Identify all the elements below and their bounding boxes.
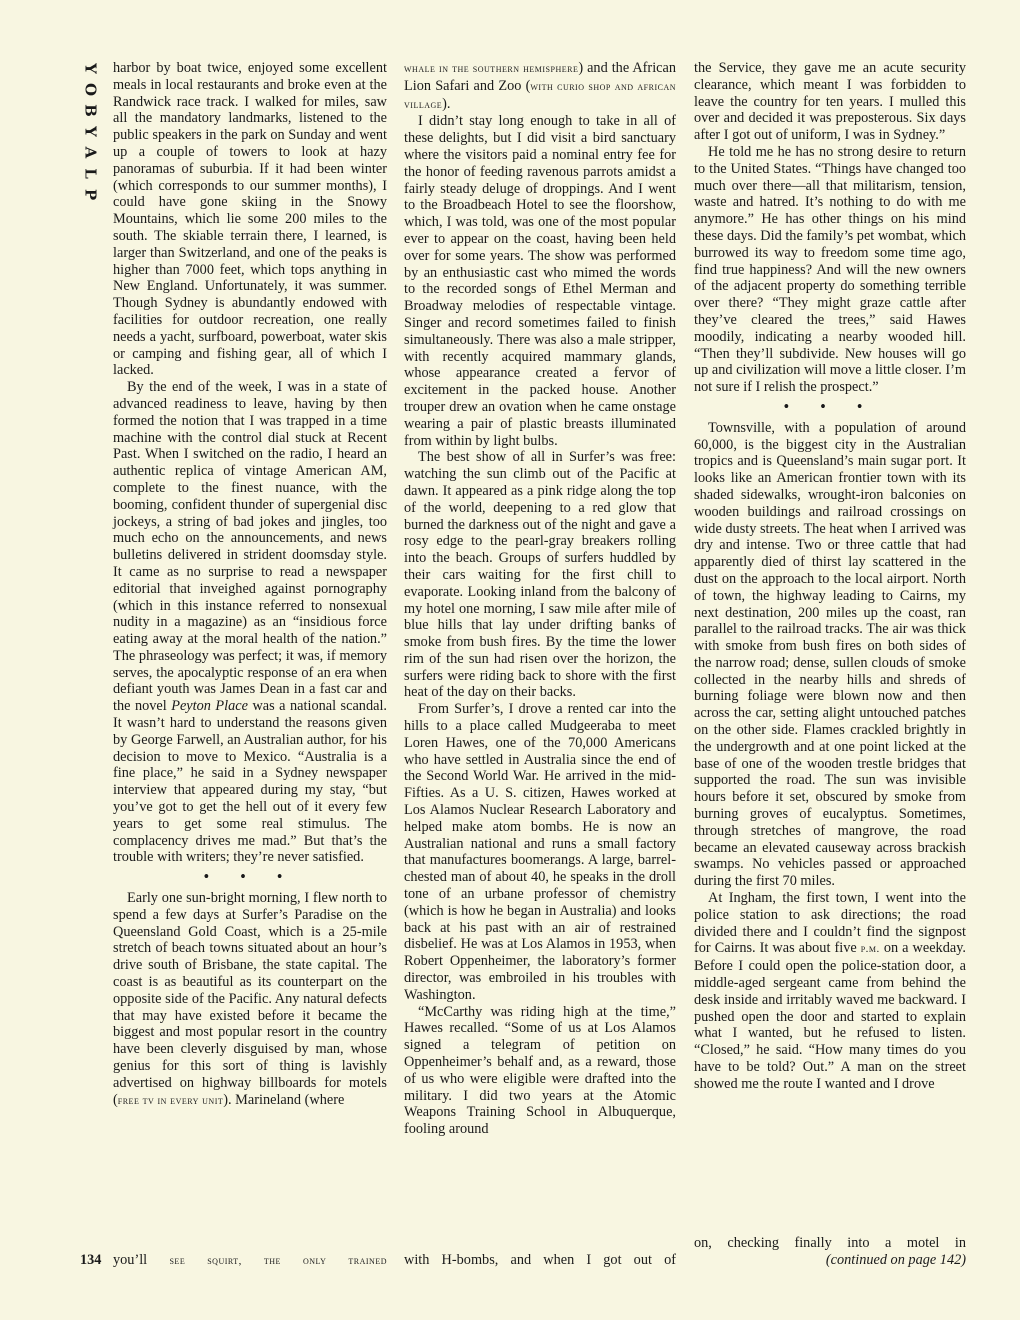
paragraph: harbor by boat twice, enjoyed some excellent meals in local restaurants and broke even at the Randwick race track. I walked for miles, saw all the mandatory landmarks, listened to the public speakers in the park on Sunday and went up a couple of towers to look at hazy panoramas of suburbia. If it had been winter (which corresponds to our summer months), I could have gone skiing in the Snowy Mountains, which lie some 200 miles to the south. The skiable terrain there, I learned, is larger than Switzerland, and one of the peaks is higher than 7000 feet, which tops anything in New England. Unfortunately, it was summer. Though Sydney is abundantly endowed with facilities for outdoor recreation, one really needs a yacht, surfboard, powerboat, water skis or camping and fishing gear, all of which I lacked.	[113, 60, 387, 379]
playboy-vertical-logo	[80, 58, 100, 205]
logo-letter: Y	[81, 126, 100, 137]
paragraph-text: ).	[442, 95, 451, 112]
paragraph-text: on a weekday. Before I could open the police-station door, a middle-aged sergeant came from behind the desk inside and irritably waved me backward. I pushed open the door and started to explain what I wanted, but he refused to listen. “Closed,” he said. “How many times do you have to be told? Out.” A man on the street showed me the route I wanted and I drove	[694, 940, 966, 1092]
logo-letter: L	[81, 168, 100, 179]
billboard-text: with curio shop and african village	[404, 80, 677, 111]
paragraph-text: Early one sun-bright morning, I flew north to spend a few days at Surfer’s Paradise on the Queensland Gold Coast, which is a 25-mile stretch of beach towns situated about an hour’s drive south of Brisbane, the state capital. The coast is as beautiful as its counterpart on the opposite side of the Pacific. Any natural defects that may have existed before it became the biggest and most popular resort in the country have been cleverly disguised by man, whose genius for this sort of thing is lavishly advertised on highway billboards for motels (	[113, 890, 387, 1108]
paragraph-text: By the end of the week, I was in a state of advanced readiness to leave, having by then formed the notion that I was trapped in a time machine with the control dial stuck at Recent Past. When I switched on the radio, I heard an authentic replica of vintage American AM, complete to the finest nuance, with the booming, confident thunder of supergenial disc jockeys, a string of bad jokes and jingles, too much echo on the announcements, and news bulletins delivered in strident doomsday style. It came as no surprise to read a newspaper editorial that inveighed against pornography (which in this instance referred to nonsexual nudity in a magazine) as an “insidious force eating away at the moral health of the nation.” The phraseology was perfect; it was, if memory serves, the apocalyptic response of an era when defiant youth was James Dean in a fast car and the novel	[113, 379, 387, 715]
paragraph	[404, 60, 676, 113]
column-1-last-line	[113, 1252, 387, 1270]
paragraph: Townsville, with a population of around 60,000, is the biggest city in the Australian tropics and is Queensland’s main sugar port. It looks like an American frontier town with its shaded sidewalks, wrought-iron balconies on wooden buildings and railroad crossings on wide dusty streets. The heat when I arrived was dry and intense. Two or three cattle that had apparently died of thirst lay scattered in the dust on the approach to the local airport. North of town, the highway leading to Cairns, my next destination, 200 miles up the coast, ran parallel to the railroad tracks. The air was thick with smoke from bush fires on both sides of the narrow road; dense, sullen clouds of smoke collected in the nearby hills and shreds of burning foliage were blown now and then across the car, setting alight untouched patches on the other side. Flames crackled brightly in the undergrowth and at one point licked at the base of one of the wooden trestle bridges that supported the road. The sun was invisible hours before it set, obscured by smoke from burning groves of eucalyptus. Sometimes, through stretches of mangrove, the road became an elevated causeway across brackish swamps. No vehicles passed or approached during the first 70 miles.	[694, 419, 966, 890]
logo-letter: O	[81, 82, 100, 97]
paragraph	[694, 890, 966, 1093]
logo-letter: A	[81, 146, 100, 159]
paragraph-text: ) and the African Lion Safari and Zoo (	[404, 60, 677, 94]
article-column-1	[113, 60, 387, 1109]
paragraph: “McCarthy was riding high at the time,” Hawes recalled. “Some of us at Los Alamos signed a telegram of petition on Oppenheimer’s behalf and, as a reward, those of us who were eligible were drafted into the military. I did two years at the Atomic Weapons Training School in Albuquerque, fooling around	[404, 1003, 676, 1138]
logo-letter: P	[81, 188, 100, 201]
continued-note: (continued on page 142)	[825, 1252, 966, 1268]
paragraph	[113, 890, 387, 1109]
paragraph: The best show of all in Surfer’s was free: watching the sun climb out of the Pacific at dawn. It appeared as a pink ridge along the top of the world, deepening to a red glow that burned the darkness out of the night and gave a rosy edge to the pearl-gray breakers rolling into the beach. Groups of surfers huddled by their cars waiting for the first chill to evaporate. Looking inland from the balcony of my hotel one morning, I saw mile after mile of blue hills that lay under drifting banks of smoke from bush fires. By the time the lower rim of the sun had risen over the horizon, the surfers were riding back to shore with the first heat of the day on their backs.	[404, 449, 676, 701]
book-title: Peyton Place	[171, 698, 248, 715]
logo-letter: Y	[81, 63, 100, 74]
page-number: 134	[80, 1252, 102, 1268]
line-text: you’ll	[113, 1252, 170, 1268]
column-2-last-line: with H-bombs, and when I got out of	[404, 1252, 676, 1268]
article-column-3	[694, 60, 966, 1093]
article-column-2	[404, 60, 676, 1138]
section-separator: • • •	[203, 869, 297, 886]
billboard-text: free tv in every unit	[117, 1094, 224, 1107]
paragraph-text: At Ingham, the first town, I went into the police station to ask directions; the road divided there and I couldn’t find the signpost for Cairns. It was about five	[694, 890, 966, 957]
time-text: p.m.	[860, 943, 880, 956]
paragraph	[113, 379, 387, 866]
section-separator: • • •	[783, 398, 877, 415]
paragraph: He told me he has no strong desire to return to the United States. “Things have changed too much over there—all that militarism, tension, waste and hatred. It’s nothing to do with me anymore.” He has other things on his mind these days. Did the family’s pet wombat, which burrowed its way to freedom some time ago, find true happiness? And will the new owners of the adjacent property do something terrible over there? “They might graze cattle after they’ve cleared the trees,” said Hawes moodily, indicating a nearby wooded hill. “Then they’ll subdivide. New houses will go up and civilization will move a little closer. I’m not sure if I relish the prospect.”	[694, 143, 966, 396]
logo-letter: B	[81, 104, 100, 117]
billboard-text: whale in the southern hemisphere	[404, 63, 579, 75]
paragraph: I didn’t stay long enough to take in all of these delights, but I did visit a bird sanctuary where the visitors paid a nominal entry fee for the honor of feeding ravenous parrots amidst a fairly steady deluge of droppings. And I went to the Broadbeach Hotel to see the floorshow, which, I was told, was one of the most popular ever to appear on the coast, having been held over for some years. The show was performed by an enthusiastic cast who mimed the words to the recorded songs of Ethel Merman and Broadway melodies of respectable vintage. Singer and record sometimes failed to finish simultaneously. There was also a male stripper, with recently acquired mammary glands, whose appearance created a fervor of excitement in the packed house. Another trouper drew an ovation when he came onstage wearing a pair of plastic breasts illuminated from within by light bulbs.	[404, 113, 676, 449]
column-3-last-line: on, checking finally into a motel in	[694, 1235, 966, 1251]
billboard-text: see squirt, the only trained	[169, 1255, 387, 1267]
paragraph: From Surfer’s, I drove a rented car into the hills to a place called Mudgeeraba to meet Loren Hawes, one of the 70,000 Americans who have settled in Australia since the end of the Second World War. He arrived in the mid-Fifties. As a U. S. citizen, Hawes worked at Los Alamos Nuclear Research Laboratory and helped make atom bombs. He is now an Australian national and runs a small factory that manufactures boomerangs. A large, barrel-chested man of about 40, he speaks in the droll tone of an urbane professor of chemistry (which is how he began in Australia) and looks back at his past with an air of restrained disbelief. He was at Los Alamos in 1953, when Robert Oppenheimer, the laboratory’s former director, was embroiled in his troubles with Washington.	[404, 701, 676, 1003]
paragraph: the Service, they gave me an acute security clearance, which meant I was forbidden to leave the country for ten years. I mulled this over and decided it was preposterous. Six days after I got out of uniform, I was in Sydney.”	[694, 60, 966, 144]
paragraph-text: was a national scandal. It wasn’t hard to understand the reasons given by George Farwell, an Australian author, for his decision to move to Mexico. “Australia is a fine place,” he said in a Sydney newspaper interview that appeared during my stay, “but you’ve got to get the hell out of it every few years to get some real stimulus. The complacency drives me mad.” But that’s the trouble with writers; they’re never satisfied.	[113, 698, 387, 866]
paragraph-text: ). Marineland (where	[223, 1091, 345, 1108]
